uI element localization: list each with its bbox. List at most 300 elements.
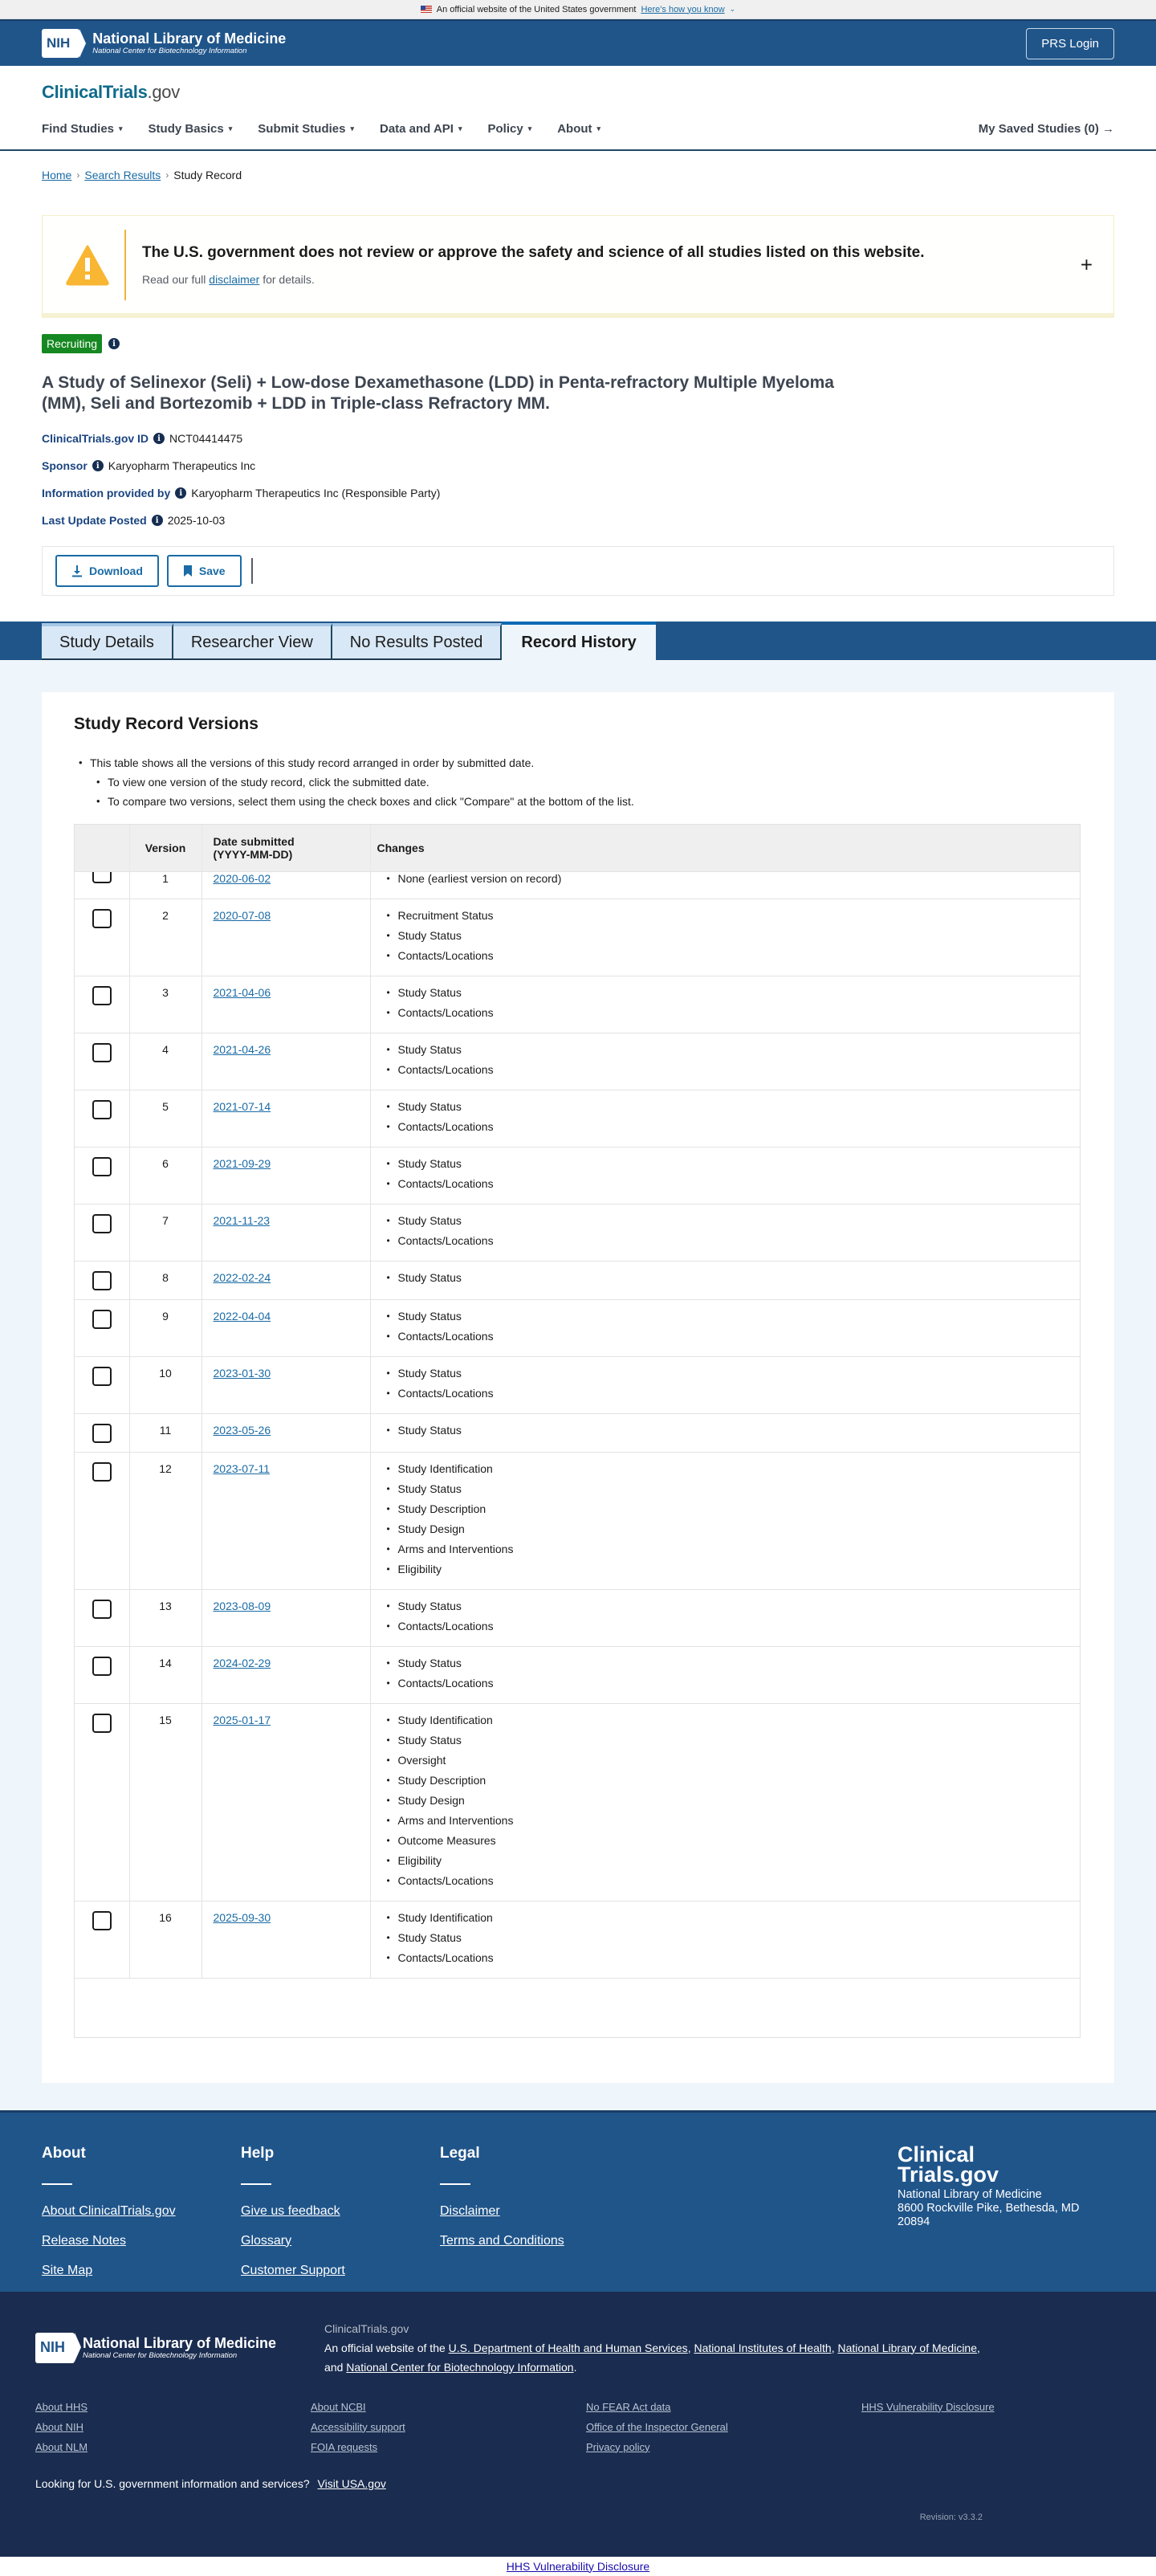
table-row (75, 1646, 1080, 1703)
version-date-link[interactable]: 2025-01-17 (213, 1713, 271, 1726)
change-item: • Study Status (398, 1931, 1074, 1945)
footer-logo-line: Trials.gov (898, 2162, 999, 2187)
chevron-down-icon: ▾ (458, 124, 462, 132)
date-cell (201, 1901, 370, 1978)
change-item: • Contacts/Locations (398, 1677, 1074, 1690)
meta-value: 2025-10-03 (167, 514, 226, 527)
change-item: • Contacts/Locations (398, 1177, 1074, 1191)
nav-study-basics[interactable] (149, 122, 233, 136)
link-about-hhs[interactable]: About HHS (35, 2400, 88, 2413)
instruction-item (90, 756, 1082, 808)
footer-link-release-notes[interactable]: Release Notes (42, 2233, 126, 2248)
select-cell (75, 1090, 129, 1147)
date-cell (201, 1413, 370, 1452)
version-number: 16 (129, 1901, 201, 1978)
table-row (75, 1299, 1080, 1356)
table-header-row (75, 825, 1080, 871)
study-tabs (0, 622, 1156, 660)
breadcrumb (0, 151, 1156, 181)
version-date-link[interactable]: 2021-04-06 (213, 985, 271, 999)
tab-no-results-posted[interactable]: No Results Posted (332, 623, 503, 660)
arrow-right-icon: → (1102, 121, 1114, 136)
study-title: A Study of Selinexor (Seli) + Low-dose Dexamethasone (LDD) in Penta-refractory Multiple Myeloma (MM), Seli and Bortezomib + LDD in Triple-class Refractory MM. (42, 373, 834, 413)
table-row (75, 1901, 1080, 1978)
meta-information-provided-by (42, 487, 1114, 499)
actions-divider (251, 558, 253, 584)
select-cell (75, 1356, 129, 1413)
nih-logo-icon: NIH (42, 29, 79, 58)
instructions (74, 756, 1082, 808)
chevron-down-icon: ▾ (596, 124, 601, 132)
change-item: • Study Status (398, 1310, 1074, 1323)
change-item: • Study Status (398, 1482, 1074, 1496)
link-hhs[interactable]: U.S. Department of Health and Human Services (448, 2341, 688, 2354)
version-date-link[interactable]: 2021-09-29 (213, 1156, 271, 1170)
download-label: Download (89, 565, 143, 577)
footer-col-about (42, 2144, 241, 2277)
nlm-title: National Library of Medicine (92, 31, 287, 47)
changes-cell (370, 1147, 1080, 1204)
tab-record-history[interactable]: Record History (502, 622, 655, 660)
meta-label: ClinicalTrials.gov ID (42, 432, 149, 445)
chevron-down-icon: ▾ (119, 124, 123, 132)
changes-cell (370, 976, 1080, 1033)
version-date-link[interactable]: 2024-02-29 (213, 1656, 271, 1669)
meta-sponsor (42, 459, 1114, 472)
footer-ct-logo[interactable] (898, 2142, 1114, 2187)
changes-cell (370, 1589, 1080, 1646)
change-item: • Study Status (398, 1424, 1074, 1437)
version-number: 14 (129, 1646, 201, 1703)
change-item: • Contacts/Locations (398, 1620, 1074, 1633)
changes-cell (370, 1901, 1080, 1978)
version-number: 15 (129, 1703, 201, 1901)
logo-suffix-text: .gov (147, 82, 180, 102)
col-version: Version (129, 825, 201, 871)
table-row (75, 1703, 1080, 1901)
usa-text: Looking for U.S. government information and services? (35, 2476, 310, 2490)
select-cell (75, 1204, 129, 1261)
select-cell (75, 1646, 129, 1703)
status-badge: Recruiting (42, 334, 102, 353)
study-actions (42, 546, 1114, 596)
changes-cell (370, 1452, 1080, 1589)
version-checkbox[interactable] (92, 986, 112, 1005)
change-item: • Study Status (398, 1157, 1074, 1171)
link-accessibility[interactable]: Accessibility support (311, 2420, 405, 2433)
version-date-link[interactable]: 2021-04-26 (213, 1042, 271, 1056)
date-cell (201, 1452, 370, 1589)
address-line: 8600 Rockville Pike, Bethesda, MD (898, 2201, 1080, 2215)
change-item: • Contacts/Locations (398, 1330, 1074, 1343)
and-text: and (324, 2360, 344, 2374)
date-cell (201, 1299, 370, 1356)
date-cell (201, 1204, 370, 1261)
date-cell (201, 1703, 370, 1901)
changes-cell (370, 1299, 1080, 1356)
address-line: National Library of Medicine (898, 2187, 1042, 2201)
version-date-link[interactable]: 2023-08-09 (213, 1599, 271, 1612)
info-icon[interactable]: i (152, 515, 163, 526)
footer-link-terms[interactable]: Terms and Conditions (440, 2233, 564, 2248)
change-item: • Study Identification (398, 1714, 1074, 1727)
footer-heading-bar (42, 2183, 72, 2185)
link-privacy[interactable]: Privacy policy (586, 2440, 650, 2453)
select-cell (75, 1033, 129, 1090)
changes-cell (370, 871, 1080, 899)
change-item: • Arms and Interventions (398, 1814, 1074, 1828)
version-number: 11 (129, 1413, 201, 1452)
meta-value: NCT04414475 (169, 432, 243, 445)
version-checkbox[interactable] (92, 1100, 112, 1119)
instruction-subitem: • To compare two versions, select them using the check boxes and click "Compare" at the bottom of the list. (108, 795, 1082, 808)
date-cell (201, 1646, 370, 1703)
date-cell (201, 899, 370, 976)
table-row (75, 1147, 1080, 1204)
disclaimer-link[interactable]: disclaimer (209, 272, 260, 286)
link-ncbi[interactable]: National Center for Biotechnology Information (346, 2360, 574, 2374)
clinicaltrials-logo[interactable] (42, 82, 1114, 103)
footer-heading-bar (440, 2183, 470, 2185)
footer-bottom (0, 2292, 1156, 2557)
change-item: • Study Design (398, 1522, 1074, 1536)
table-row (75, 1090, 1080, 1147)
version-date-link[interactable]: 2022-04-04 (213, 1309, 271, 1323)
select-cell (75, 976, 129, 1033)
footer-site-name: ClinicalTrials.gov (324, 2321, 409, 2335)
nav-about[interactable] (557, 122, 600, 136)
version-date-link[interactable]: 2023-05-26 (213, 1423, 271, 1437)
version-checkbox[interactable] (92, 1367, 112, 1386)
footer-address (898, 2188, 1114, 2229)
footer-link-customer-support[interactable]: Customer Support (241, 2263, 345, 2277)
chevron-down-icon: ▾ (228, 124, 233, 132)
meta-label: Information provided by (42, 487, 171, 499)
link-about-ncbi[interactable]: About NCBI (311, 2400, 366, 2413)
nlm-subtitle: National Center for Biotechnology Information (83, 2350, 238, 2360)
footer-official-description: ClinicalTrials.gov An official website of the U.S. Department of Health and Human Services, National Institutes of Health, National Library of Medicine, and National Center for Biotechnology Information. (324, 2319, 980, 2377)
table-row (75, 899, 1080, 976)
visit-usa-gov-link[interactable]: Visit USA.gov (317, 2476, 386, 2490)
change-item: • Study Description (398, 1774, 1074, 1787)
change-item: • None (earliest version on record) (398, 872, 1074, 886)
info-icon[interactable]: i (153, 433, 165, 444)
changes-cell (370, 1356, 1080, 1413)
change-item: • Eligibility (398, 1563, 1074, 1576)
heres-how-you-know-link[interactable]: Here's how you know (641, 4, 725, 14)
version-checkbox[interactable] (92, 1424, 112, 1443)
vulnerability-bar (0, 2557, 1156, 2576)
meta-label: Sponsor (42, 459, 88, 472)
change-item: • Study Identification (398, 1462, 1074, 1476)
change-item: • Eligibility (398, 1854, 1074, 1868)
disclaimer-text: Read our full (142, 272, 206, 286)
disclaimer-banner (42, 215, 1114, 318)
revision-label: Revision: v3.3.2 (919, 2512, 983, 2522)
version-date-link[interactable]: 2021-07-14 (213, 1099, 271, 1113)
breadcrumb-home[interactable]: Home (42, 169, 72, 181)
gov-banner (0, 0, 1156, 19)
version-number: 6 (129, 1147, 201, 1204)
meta-value: Karyopharm Therapeutics Inc (108, 459, 256, 472)
version-checkbox[interactable] (92, 1310, 112, 1329)
bookmark-icon (183, 565, 193, 577)
instruction-text: This table shows all the versions of this study record arranged in order by submitted date. (90, 756, 535, 769)
version-number: 9 (129, 1299, 201, 1356)
nlm-logo[interactable] (42, 29, 286, 58)
version-checkbox[interactable] (92, 1462, 112, 1482)
breadcrumb-current: Study Record (173, 169, 242, 181)
info-icon[interactable]: i (175, 487, 186, 499)
changes-cell (370, 1413, 1080, 1452)
table-row (75, 1204, 1080, 1261)
breadcrumb-separator: › (165, 169, 169, 181)
footer-heading: Help (241, 2144, 275, 2162)
meta-nct-id (42, 432, 1114, 445)
change-item: • Study Identification (398, 1911, 1074, 1925)
link-about-nlm[interactable]: About NLM (35, 2440, 88, 2453)
change-item: • Study Status (398, 1043, 1074, 1057)
changes-cell (370, 1204, 1080, 1261)
instruction-subitem: • To view one version of the study record, click the submitted date. (108, 776, 1082, 789)
table-row (75, 871, 1080, 899)
main-nav (42, 108, 1114, 149)
tab-study-details[interactable]: Study Details (42, 623, 173, 660)
date-cell (201, 1090, 370, 1147)
change-item: • Study Status (398, 1100, 1074, 1114)
nav-label: Study Basics (148, 121, 224, 136)
col-select (75, 825, 129, 871)
change-item: • Oversight (398, 1754, 1074, 1767)
date-cell (201, 1356, 370, 1413)
my-saved-studies-link[interactable] (979, 122, 1114, 136)
select-cell (75, 1452, 129, 1589)
status-row (0, 318, 1156, 353)
change-item: • Contacts/Locations (398, 1063, 1074, 1077)
expand-plus-icon[interactable]: + (1080, 252, 1093, 276)
select-cell (75, 1261, 129, 1299)
table-row (75, 1589, 1080, 1646)
nav-data-and-api[interactable] (380, 122, 462, 136)
save-label: Save (198, 565, 226, 577)
change-item: • Study Status (398, 986, 1074, 1000)
version-checkbox[interactable] (92, 1911, 112, 1930)
study-meta (0, 414, 1156, 527)
warning-icon (65, 244, 110, 286)
change-item: • Study Status (398, 1367, 1074, 1380)
link-no-fear-act[interactable]: No FEAR Act data (586, 2400, 671, 2413)
gov-banner-text: An official website of the United States government (436, 4, 637, 14)
link-hhs-vulnerability[interactable]: HHS Vulnerability Disclosure (861, 2400, 995, 2413)
nlm-header (0, 19, 1156, 66)
change-item: • Contacts/Locations (398, 1951, 1074, 1965)
footer-top (0, 2110, 1156, 2292)
version-checkbox[interactable] (92, 909, 112, 928)
select-cell (75, 1147, 129, 1204)
breadcrumb-search-results[interactable]: Search Results (84, 169, 161, 181)
version-number: 5 (129, 1090, 201, 1147)
usa-gov-line (35, 2477, 1121, 2490)
version-date-link[interactable]: 2020-06-02 (213, 871, 271, 885)
nav-label: Submit Studies (258, 121, 346, 136)
save-button[interactable] (167, 555, 242, 587)
download-button[interactable] (55, 555, 159, 587)
version-date-link[interactable]: 2023-01-30 (213, 1366, 271, 1380)
footer-nlm-logo[interactable] (35, 2319, 276, 2377)
change-item: • Contacts/Locations (398, 1387, 1074, 1400)
version-checkbox[interactable] (92, 1271, 112, 1290)
changes-cell (370, 1090, 1080, 1147)
logo-main-text: ClinicalTrials (42, 82, 148, 102)
official-prefix: An official website of the (324, 2341, 446, 2354)
version-checkbox[interactable] (92, 1214, 112, 1233)
change-item: • Contacts/Locations (398, 1006, 1074, 1020)
change-item: • Study Description (398, 1502, 1074, 1516)
select-cell (75, 899, 129, 976)
link-foia[interactable]: FOIA requests (311, 2440, 378, 2453)
change-item: • Study Status (398, 1734, 1074, 1747)
nav-policy[interactable] (488, 122, 532, 136)
versions-table (75, 825, 1080, 1978)
site-header (0, 66, 1156, 151)
prs-login-button[interactable]: PRS Login (1026, 28, 1114, 59)
nav-submit-studies[interactable] (258, 122, 354, 136)
version-checkbox[interactable] (92, 1600, 112, 1619)
footer-heading: About (42, 2144, 86, 2162)
change-item: • Contacts/Locations (398, 949, 1074, 963)
link-about-nih[interactable]: About NIH (35, 2420, 83, 2433)
link-nih[interactable]: National Institutes of Health (694, 2341, 832, 2354)
version-checkbox[interactable] (92, 872, 112, 883)
version-checkbox[interactable] (92, 1043, 112, 1062)
footer-heading: Legal (440, 2144, 480, 2162)
col-date-submitted (201, 825, 370, 871)
download-icon (71, 565, 83, 577)
date-cell (201, 976, 370, 1033)
meta-value: Karyopharm Therapeutics Inc (Responsible Party) (191, 487, 441, 499)
changes-cell (370, 1646, 1080, 1703)
date-cell (201, 1033, 370, 1090)
change-item: • Contacts/Locations (398, 1874, 1074, 1888)
us-flag-icon (421, 6, 432, 13)
date-cell (201, 871, 370, 899)
versions-table-container (74, 824, 1081, 2038)
chevron-down-icon: ▾ (350, 124, 354, 132)
empty-cell (861, 2441, 1137, 2453)
version-date-link[interactable]: 2023-07-11 (213, 1461, 271, 1475)
hhs-vulnerability-disclosure-link[interactable]: HHS Vulnerability Disclosure (506, 2559, 650, 2573)
select-cell (75, 1299, 129, 1356)
content-area (0, 660, 1156, 2110)
changes-cell (370, 1261, 1080, 1299)
version-checkbox[interactable] (92, 1657, 112, 1676)
change-item: • Study Status (398, 1271, 1074, 1285)
footer-link-about-ct[interactable]: About ClinicalTrials.gov (42, 2203, 176, 2218)
link-inspector-general[interactable]: Office of the Inspector General (586, 2420, 728, 2433)
change-item: • Contacts/Locations (398, 1120, 1074, 1134)
select-cell (75, 1703, 129, 1901)
tab-researcher-view[interactable]: Researcher View (173, 623, 332, 660)
version-number: 1 (129, 871, 201, 899)
nav-find-studies[interactable] (42, 122, 123, 136)
table-row (75, 976, 1080, 1033)
breadcrumb-separator: › (76, 169, 80, 181)
footer-link-glossary[interactable]: Glossary (241, 2233, 292, 2248)
saved-studies-label: My Saved Studies (0) (978, 121, 1099, 136)
version-number: 3 (129, 976, 201, 1033)
footer-col-help (241, 2144, 440, 2277)
table-row (75, 1356, 1080, 1413)
nlm-title: National Library of Medicine (83, 2334, 277, 2351)
col-date-label: Date submitted (213, 834, 295, 848)
table-row (75, 1261, 1080, 1299)
table-footer-space (75, 1978, 1080, 2037)
info-icon[interactable]: i (92, 460, 104, 471)
version-number: 10 (129, 1356, 201, 1413)
meta-last-update (42, 514, 1114, 527)
change-item: • Contacts/Locations (398, 1234, 1074, 1248)
changes-cell (370, 1703, 1080, 1901)
footer-link-disclaimer[interactable]: Disclaimer (440, 2203, 500, 2218)
change-item: • Arms and Interventions (398, 1543, 1074, 1556)
version-date-link[interactable]: 2021-11-23 (213, 1213, 271, 1227)
footer-col-legal (440, 2145, 639, 2268)
info-icon[interactable]: i (108, 338, 120, 349)
record-history-panel (42, 692, 1114, 2083)
select-cell (75, 871, 129, 899)
versions-table-body (75, 871, 1080, 1978)
change-item: • Study Status (398, 929, 1074, 943)
empty-cell (861, 2421, 1137, 2433)
select-cell (75, 1589, 129, 1646)
link-nlm[interactable]: National Library of Medicine (837, 2341, 977, 2354)
version-date-link[interactable]: 2025-09-30 (213, 1910, 271, 1924)
footer-link-site-map[interactable]: Site Map (42, 2263, 93, 2277)
select-cell (75, 1901, 129, 1978)
chevron-down-icon: ▾ (527, 124, 532, 132)
col-changes: Changes (370, 825, 1080, 871)
disclaimer-divider (124, 230, 126, 300)
nav-label: Find Studies (42, 121, 114, 136)
version-checkbox[interactable] (92, 1714, 112, 1733)
footer-heading-bar (241, 2183, 271, 2185)
select-cell (75, 1413, 129, 1452)
table-row (75, 1033, 1080, 1090)
version-date-link[interactable]: 2022-02-24 (213, 1270, 271, 1284)
change-item: • Recruitment Status (398, 909, 1074, 923)
version-checkbox[interactable] (92, 1157, 112, 1176)
section-heading: Study Record Versions (74, 715, 258, 733)
date-cell (201, 1589, 370, 1646)
nav-label: About (557, 121, 592, 136)
changes-cell (370, 899, 1080, 976)
nih-logo-icon: NIH (35, 2333, 75, 2363)
footer-link-feedback[interactable]: Give us feedback (241, 2203, 340, 2218)
version-number: 7 (129, 1204, 201, 1261)
version-number: 4 (129, 1033, 201, 1090)
change-item: • Study Status (398, 1657, 1074, 1670)
col-date-format: (YYYY-MM-DD) (213, 847, 293, 861)
footer-gov-links (35, 2401, 1121, 2453)
nlm-subtitle: National Center for Biotechnology Information (92, 47, 247, 55)
changes-cell (370, 1033, 1080, 1090)
version-date-link[interactable]: 2020-07-08 (213, 908, 271, 922)
table-row (75, 1452, 1080, 1589)
address-line: 20894 (898, 2215, 930, 2228)
table-row (75, 1413, 1080, 1452)
nav-label: Policy (487, 121, 523, 136)
date-cell (201, 1261, 370, 1299)
